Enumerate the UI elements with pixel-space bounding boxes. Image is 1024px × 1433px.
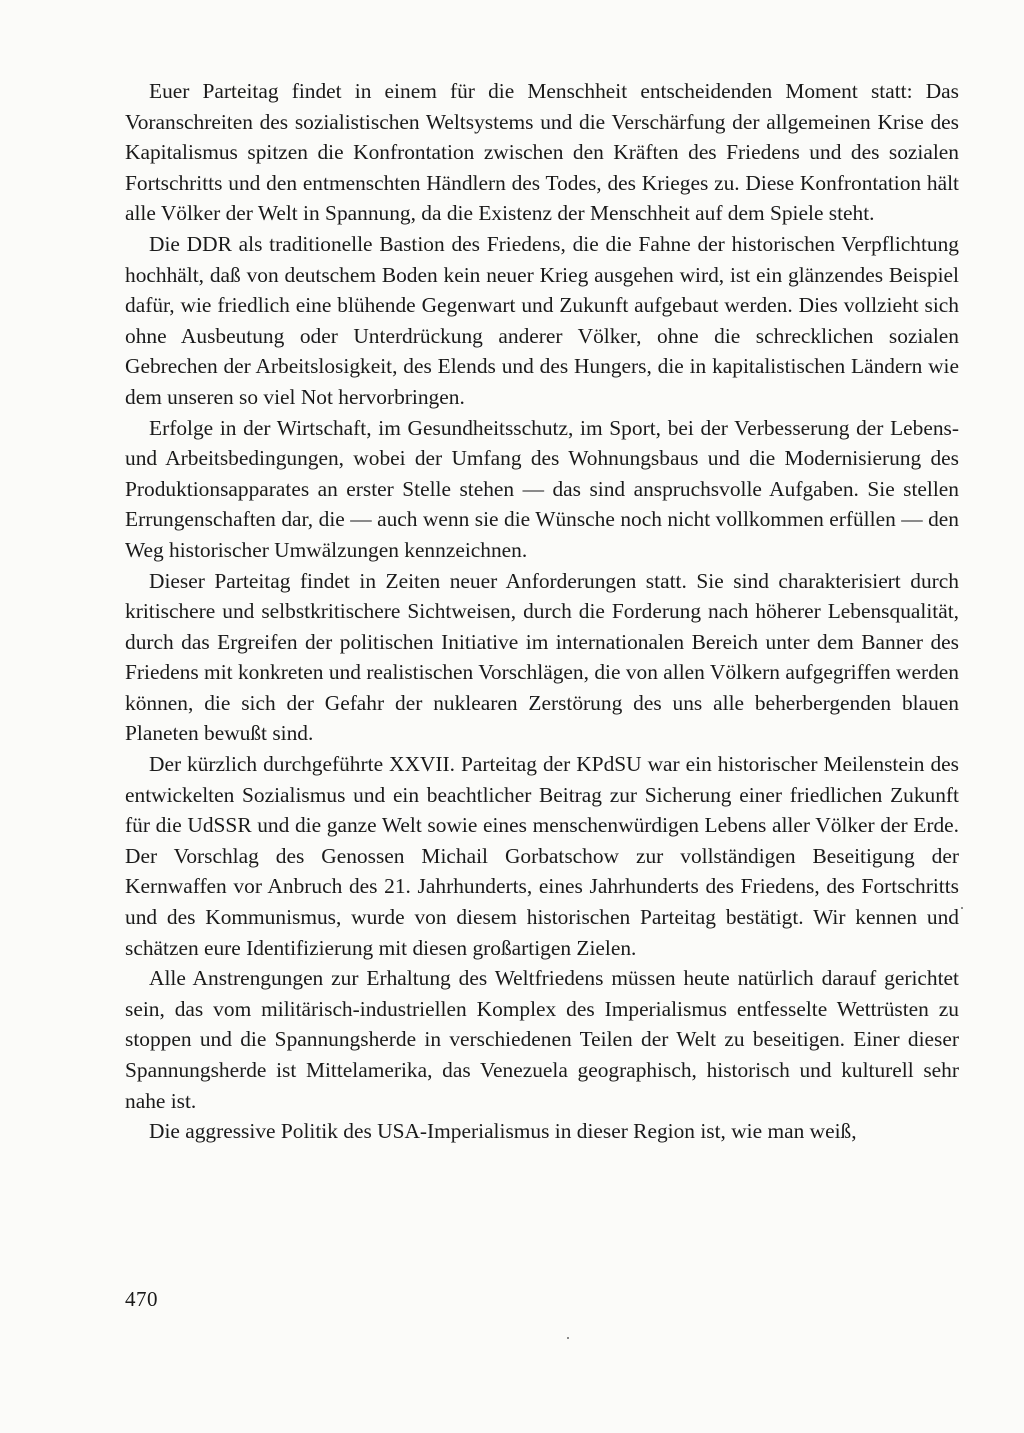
paragraph: Dieser Parteitag findet in Zeiten neuer Anforderungen statt. Sie sind charakterisiert durch kritischere und selbstkritischere Sichtweisen, durch die Forderung nach höherer Lebensqualität, durch das Ergreifen der politischen Initiative im internationalen Bereich unter dem Banner des Friedens mit konkreten und realistischen Vorschlägen, die von allen Völkern aufgegriffen werden können, die sich der Gefahr der nuklearen Zerstörung des uns alle beherbergenden blauen Planeten bewußt sind. bbox=[125, 568, 959, 746]
paragraph: Erfolge in der Wirtschaft, im Gesundheitsschutz, im Sport, bei der Verbesserung der Lebens- und Arbeitsbedingungen, wobei der Umfang des Wohnungsbaus und die Modernisierung des Produktionsapparates an erster Stelle stehen — das sind anspruchsvolle Aufgaben. Sie stellen Errungenschaften dar, die — auch wenn sie die Wünsche noch nicht vollkommen erfüllen — den Weg historischer Umwälzungen kennzeichnen. bbox=[125, 415, 959, 562]
paragraph: Alle Anstrengungen zur Erhaltung des Weltfriedens müssen heute natürlich darauf gerichtet sein, das vom militärisch-industriellen Komplex des Imperialismus entfesselte Wettrüsten zu stoppen und die Spannungsherde in verschiedenen Teilen der Welt zu beseitigen. Einer dieser Spannungsherde ist Mittelamerika, das Venezuela geographisch, historisch und kulturell sehr nahe ist. bbox=[125, 966, 959, 1113]
print-speck bbox=[961, 907, 963, 909]
paragraph: Euer Parteitag findet in einem für die Menschheit entscheidenden Moment statt: Das Voranschreiten des sozialistischen Weltsystems und die Verschärfung der allgemeinen Krise des Kapitalismus spitzen die Konfrontation zwischen den Kräften des Friedens und des sozialen Fortschritts und den entmenschten Händlern des Todes, des Krieges zu. Diese Konfrontation hält alle Völker der Welt in Spannung, da die Existenz der Menschheit auf dem Spiele steht. bbox=[125, 79, 959, 226]
print-speck bbox=[567, 1337, 569, 1339]
paragraph: Die aggressive Politik des USA-Imperialismus in dieser Region ist, wie man weiß, bbox=[149, 1119, 857, 1144]
page-number: 470 bbox=[125, 1287, 158, 1311]
paragraph: Der kürzlich durchgeführte XXVII. Parteitag der KPdSU war ein historischer Meilenstein des entwickelten Sozialismus und ein beachtlicher Beitrag zur Sicherung einer friedlichen Zukunft für die UdSSR und die ganze Welt sowie eines menschenwürdigen Lebens aller Völker der Erde. Der Vorschlag des Genossen Michail Gorbatschow zur vollständigen Beseitigung der Kernwaffen vor Anbruch des 21. Jahrhunderts, eines Jahrhunderts des Friedens, des Fortschritts und des Kommunismus, wurde von diesem historischen Parteitag bestätigt. Wir kennen und schätzen eure Identifizierung mit diesen großartigen Zielen. bbox=[125, 752, 959, 960]
paragraph: Die DDR als traditionelle Bastion des Friedens, die die Fahne der historischen Verpflichtung hochhält, daß von deutschem Boden kein neuer Krieg ausgehen wird, ist ein glänzendes Beispiel dafür, wie friedlich eine blühende Gegenwart und Zukunft aufgebaut werden. Dies vollzieht sich ohne Ausbeutung oder Unterdrückung anderer Völker, ohne die schrecklichen sozialen Gebrechen der Arbeitslosigkeit, des Elends und des Hungers, die in kapitalistischen Ländern wie dem unseren so viel Not hervorbringen. bbox=[125, 231, 959, 409]
body-text bbox=[125, 76, 959, 1147]
